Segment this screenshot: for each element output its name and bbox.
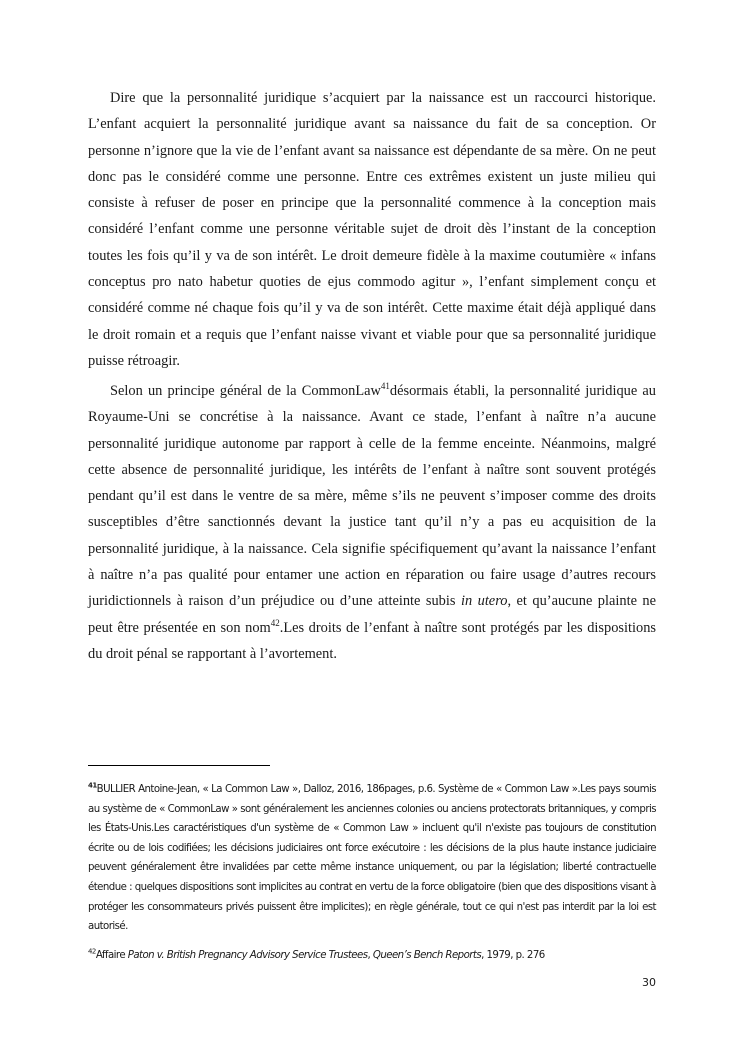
paragraph-2-text-start: Selon un principe général de la CommonLaw [110, 383, 381, 399]
paragraph-2-text-middle: désormais établi, la personnalité juridique au Royaume-Uni se concrétise à la naissance. Avant ce stade, l’enfant à naître n’a aucune personnalité juridique autonome par rapport à celle de la femme enceinte. Néanmoins, malgré cette absence de personnalité juridique, les intérêts de l’enfant à naître sont souvent protégés pendant qu’il est dans le ventre de sa mère, même s’ils ne peuvent s’imposer comme des droits susceptibles d’être sanctionnés devant la justice tant qu’il n’y a pas eu acquisition de la personnalité juridique, à la naissance. Cela signifie spécifiquement qu’avant la naissance l’enfant à naître n’a pas qualité pour entamer une action en réparation ou faire usage d’autres recours juridictionnels à raison d’un préjudice ou d’une atteinte subis [88, 383, 657, 610]
footnote-41-mark: 41 [88, 781, 97, 790]
footnote-42 [88, 946, 656, 966]
page-number: 30 [642, 976, 656, 989]
footnote-separator [88, 765, 270, 766]
footnote-42-separator: , [367, 950, 373, 961]
paragraph-2-text-continued: , et qu’aucune plainte ne peut être présentée en son nom [88, 593, 657, 636]
paragraph-2-italic-term: in utero [460, 593, 508, 610]
footnote-42-suffix: , 1979, p. 276 [481, 950, 545, 961]
footnote-42-reporter: Queen’s Bench Reports [372, 950, 482, 961]
body-paragraph-1 [88, 85, 656, 374]
footnote-42-case-name: Paton v. British Pregnancy Advisory Service Trustees [127, 950, 368, 961]
footnote-42-mark: 42 [88, 947, 96, 956]
body-paragraph-2 [88, 378, 656, 667]
footnote-ref-41[interactable]: 41 [380, 381, 390, 392]
paragraph-2-text-end: .Les droits de l’enfant à naître sont protégés par les dispositions du droit pénal se rapportant à l’avortement. [88, 619, 656, 662]
footnote-41-text: BULLIER Antoine-Jean, « La Common Law », Dalloz, 2016, 186pages, p.6. Système de « Common Law ».Les pays soumis au système de « CommonLaw » sont généralement les anciennes colonies ou anciens protectorats britanniques, y compris les États-Unis.Les caractéristiques d'un système de « Common Law » incluent qu'il n'existe pas toujours de constitution écrite ou de lois codifiées; les décisions judiciaires ont force exécutoire : les décisions de la plus haute instance judiciaire peuvent généralement être invalidées par cette même instance uniquement, ou par la législation; liberté contractuelle étendue : quelques dispositions sont implicites au contrat en vertu de la force obligatoire (bien que des dispositions visant à protéger les consommateurs privés puissent être implicites); en règle générale, tout ce qui n'est pas interdit par la loi est autorisé. [88, 784, 656, 933]
paragraph-1-text: Dire que la personnalité juridique s’acquiert par la naissance est un raccourci historique. L’enfant acquiert la personnalité juridique avant sa naissance du fait de sa conception. Or personne n’ignore que la vie de l’enfant avant sa naissance est dépendante de sa mère. On ne peut donc pas le considéré comme une personne. Entre ces extrêmes existent un juste milieu qui consiste à refuser de poser en principe que la personnalité commence à la conception mais considéré l’enfant comme une personne véritable sujet de droit dès l’instant de la conception toutes les fois qu’il y va de son intérêt. Le droit demeure fidèle à la maxime coutumière « infans conceptus pro nato habetur quoties de ejus commodo agitur », l’enfant simplement conçu et considéré comme né chaque fois qu’il y va de son intérêt. Cette maxime était déjà appliqué dans le droit romain et a requis que l’enfant naisse vivant et viable pour que sa personnalité juridique puisse rétroagir. [88, 90, 656, 369]
footnote-ref-42[interactable]: 42 [270, 617, 280, 628]
footnote-41 [88, 780, 656, 937]
footnote-42-prefix: Affaire [95, 950, 128, 961]
